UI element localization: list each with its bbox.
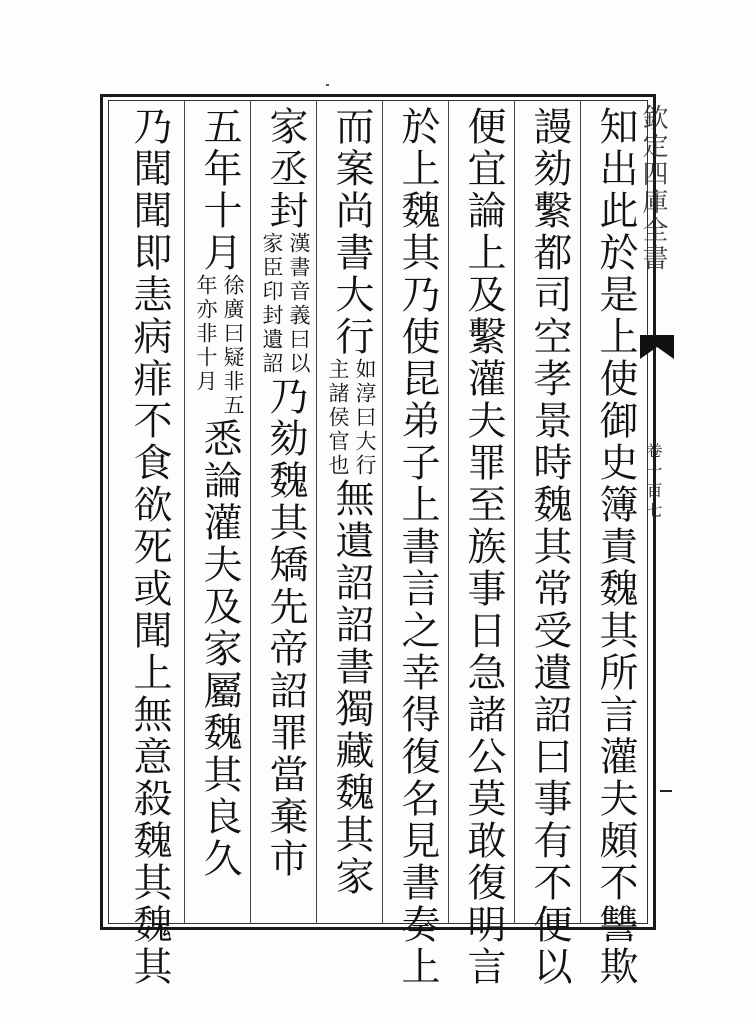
column-divider (514, 100, 515, 924)
main-text: 家丞封 (263, 106, 308, 232)
text-column-6 (258, 106, 312, 918)
edge-tick (660, 790, 672, 792)
note-line-right: 如淳曰大行 (353, 358, 377, 478)
banxin-title: 欽定四庫全書 (638, 104, 668, 272)
text-column-8: 乃聞聞即恚病痱不食欲死或聞上無意殺魏其魏其 (127, 106, 172, 988)
note-line-left: 年亦非十月 (194, 274, 218, 394)
note-line-right: 徐廣曰疑非五 (221, 274, 245, 418)
note-line-left: 家臣印封遺詔 (260, 232, 284, 376)
text-column-4: 於上魏其乃使昆弟子上書言之幸得復名見書奏上 (395, 106, 440, 988)
main-text: 而案尚書大行 (329, 106, 374, 358)
interlinear-note (258, 232, 312, 376)
main-text: 無遺詔詔書獨藏魏其家 (329, 478, 374, 898)
column-divider (382, 100, 383, 924)
ink-speck (326, 84, 329, 86)
text-column-1: 知出此於是上使御史簿責魏其所言灌夫頗不讐欺 (593, 106, 638, 988)
column-divider (184, 100, 185, 924)
main-text: 五年十月 (197, 106, 242, 274)
fishtail-mark-icon (640, 335, 674, 359)
column-divider (448, 100, 449, 924)
juan-label: 卷一百七 (644, 442, 663, 522)
interlinear-note (324, 358, 378, 478)
column-divider (250, 100, 251, 924)
text-column-2: 謾劾繫都司空孝景時魏其常受遺詔曰事有不便以 (527, 106, 572, 988)
column-divider (316, 100, 317, 924)
text-column-5 (324, 106, 378, 918)
note-line-right: 漢書音義曰以 (287, 232, 311, 376)
main-text: 乃劾魏其矯先帝詔罪當棄市 (263, 376, 308, 880)
note-line-left: 主諸侯官也 (326, 358, 350, 478)
text-column-7 (192, 106, 246, 918)
interlinear-note (192, 274, 246, 418)
main-text: 悉論灌夫及家屬魏其良久 (197, 418, 242, 880)
text-column-3: 便宜論上及繫灌夫罪至族事日急諸公莫敢復明言 (461, 106, 506, 988)
column-divider (580, 100, 581, 924)
